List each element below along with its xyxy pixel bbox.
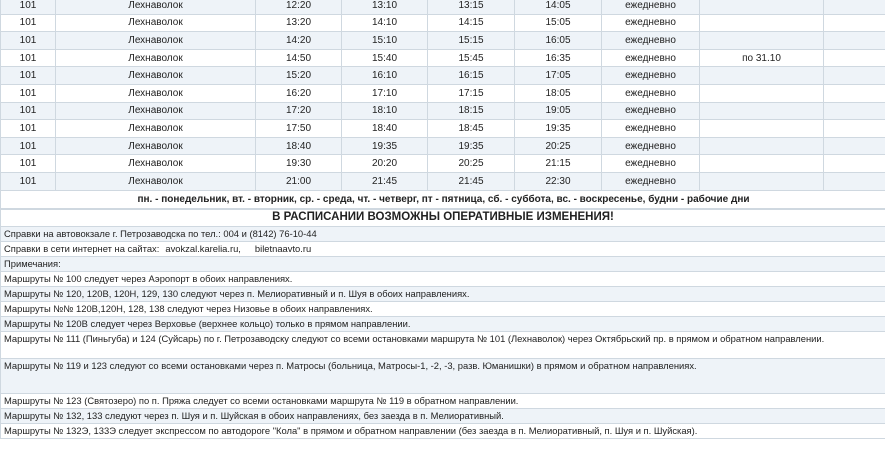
warning-row — [1, 209, 885, 226]
note-row — [1, 271, 885, 286]
days-of-week: ежедневно — [602, 84, 700, 102]
schedule-row — [1, 0, 885, 14]
arrival-time-1: 17:10 — [342, 84, 428, 102]
route-number: 101 — [1, 102, 56, 120]
arrival-time-2: 20:25 — [515, 137, 602, 155]
phone-row — [1, 226, 885, 241]
note-item: Маршруты №№ 120В,120Н, 128, 138 следуют через Низовье в обоих направлениях. — [1, 301, 885, 316]
days-of-week: ежедневно — [602, 102, 700, 120]
note-item: Маршруты № 132Э, 133Э следует экспрессом по автодороге "Кола" в прямом и обратном направлении (без заезда в п. Мелиоративный, п. Шуя и п. Шуйская). — [1, 423, 885, 438]
departure-time-2: 13:15 — [428, 0, 515, 14]
departure-time-2: 21:45 — [428, 172, 515, 190]
note-item: Маршруты № 120, 120В, 120Н, 129, 130 следуют через п. Мелиоративный и п. Шуя в обоих направлениях. — [1, 286, 885, 301]
blank-cell — [824, 49, 885, 67]
destination: Лехнаволок — [56, 32, 256, 50]
blank-cell — [824, 84, 885, 102]
departure-time: 18:40 — [256, 137, 342, 155]
validity-note — [700, 84, 824, 102]
sites-row — [1, 241, 885, 256]
days-of-week: ежедневно — [602, 155, 700, 173]
departure-time: 21:00 — [256, 172, 342, 190]
arrival-time-2: 14:05 — [515, 0, 602, 14]
note-row — [1, 393, 885, 408]
days-of-week: ежедневно — [602, 14, 700, 32]
route-number: 101 — [1, 137, 56, 155]
remarks-title-row — [1, 256, 885, 271]
destination: Лехнаволок — [56, 120, 256, 138]
departure-time: 12:20 — [256, 0, 342, 14]
schedule-row — [1, 120, 885, 138]
schedule-row — [1, 32, 885, 50]
departure-time: 14:20 — [256, 32, 342, 50]
destination: Лехнаволок — [56, 137, 256, 155]
arrival-time-1: 18:10 — [342, 102, 428, 120]
validity-note — [700, 172, 824, 190]
departure-time-2: 15:45 — [428, 49, 515, 67]
schedule-row — [1, 102, 885, 120]
arrival-time-1: 18:40 — [342, 120, 428, 138]
departure-time-2: 19:35 — [428, 137, 515, 155]
schedule-warning: В РАСПИСАНИИ ВОЗМОЖНЫ ОПЕРАТИВНЫЕ ИЗМЕНЕНИЯ! — [1, 209, 885, 226]
blank-cell — [824, 137, 885, 155]
departure-time: 14:50 — [256, 49, 342, 67]
note-row — [1, 408, 885, 423]
validity-note — [700, 102, 824, 120]
days-of-week: ежедневно — [602, 137, 700, 155]
validity-note — [700, 120, 824, 138]
arrival-time-1: 13:10 — [342, 0, 428, 14]
route-number: 101 — [1, 0, 56, 14]
departure-time-2: 18:15 — [428, 102, 515, 120]
note-item: Маршруты № 100 следует через Аэропорт в обоих направлениях. — [1, 271, 885, 286]
departure-time: 16:20 — [256, 84, 342, 102]
schedule-row — [1, 155, 885, 173]
schedule-row — [1, 172, 885, 190]
note-item: Маршруты № 119 и 123 следуют со всеми остановками через п. Матросы (больница, Матросы-1, -2, -3, разв. Юманишки) в прямом и обратном направлениях. — [1, 358, 885, 393]
site-link-biletnaavto[interactable]: biletnaavto.ru — [254, 242, 312, 254]
days-of-week: ежедневно — [602, 120, 700, 138]
arrival-time-1: 20:20 — [342, 155, 428, 173]
remarks-title: Примечания: — [1, 256, 885, 271]
days-of-week: ежедневно — [602, 0, 700, 14]
blank-cell — [824, 32, 885, 50]
departure-time-2: 16:15 — [428, 67, 515, 85]
phone-info: Справки на автовокзале г. Петрозаводска по тел.: 004 и (8142) 76-10-44 — [1, 226, 885, 241]
schedule-table — [0, 0, 885, 209]
route-number: 101 — [1, 67, 56, 85]
destination: Лехнаволок — [56, 67, 256, 85]
arrival-time-2: 21:15 — [515, 155, 602, 173]
validity-note — [700, 67, 824, 85]
arrival-time-1: 15:40 — [342, 49, 428, 67]
destination: Лехнаволок — [56, 84, 256, 102]
blank-cell — [824, 120, 885, 138]
arrival-time-2: 16:35 — [515, 49, 602, 67]
note-row — [1, 331, 885, 358]
days-of-week: ежедневно — [602, 49, 700, 67]
days-of-week: ежедневно — [602, 172, 700, 190]
blank-cell — [824, 155, 885, 173]
route-number: 101 — [1, 84, 56, 102]
arrival-time-1: 19:35 — [342, 137, 428, 155]
schedule-row — [1, 14, 885, 32]
notes-table — [0, 209, 885, 439]
arrival-time-1: 21:45 — [342, 172, 428, 190]
note-item: Маршруты № 111 (Пиньгуба) и 124 (Суйсарь) по г. Петрозаводску следуют со всеми остановками маршрута № 101 (Лехнаволок) через Октябрьский пр. в прямом и обратном направлении. — [1, 331, 885, 358]
departure-time: 19:30 — [256, 155, 342, 173]
blank-cell — [824, 102, 885, 120]
note-item: Маршруты № 132, 133 следуют через п. Шуя и п. Шуйская в обоих направлениях, без заезда в п. Мелиоративный. — [1, 408, 885, 423]
validity-note: по 31.10 — [700, 49, 824, 67]
destination: Лехнаволок — [56, 49, 256, 67]
blank-cell — [824, 172, 885, 190]
days-of-week: ежедневно — [602, 67, 700, 85]
arrival-time-2: 19:05 — [515, 102, 602, 120]
blank-cell — [824, 0, 885, 14]
route-number: 101 — [1, 14, 56, 32]
arrival-time-2: 22:30 — [515, 172, 602, 190]
departure-time: 17:20 — [256, 102, 342, 120]
note-row — [1, 423, 885, 438]
validity-note — [700, 32, 824, 50]
validity-note — [700, 137, 824, 155]
route-number: 101 — [1, 49, 56, 67]
note-item: Маршруты № 120В следует через Верховье (верхнее кольцо) только в прямом направлении. — [1, 316, 885, 331]
route-number: 101 — [1, 172, 56, 190]
arrival-time-1: 14:10 — [342, 14, 428, 32]
validity-note — [700, 14, 824, 32]
arrival-time-2: 17:05 — [515, 67, 602, 85]
departure-time-2: 20:25 — [428, 155, 515, 173]
departure-time-2: 17:15 — [428, 84, 515, 102]
days-legend: пн. - понедельник, вт. - вторник, ср. - среда, чт. - четверг, пт - пятница, сб. - суббота, вс. - воскресенье, будни - рабочие дни — [1, 190, 885, 208]
schedule-row — [1, 67, 885, 85]
blank-cell — [824, 14, 885, 32]
site-link-avokzal[interactable]: avokzal.karelia.ru, — [165, 242, 241, 254]
validity-note — [700, 155, 824, 173]
days-of-week: ежедневно — [602, 32, 700, 50]
destination: Лехнаволок — [56, 172, 256, 190]
departure-time-2: 15:15 — [428, 32, 515, 50]
validity-note — [700, 0, 824, 14]
departure-time: 15:20 — [256, 67, 342, 85]
departure-time-2: 18:45 — [428, 120, 515, 138]
arrival-time-2: 15:05 — [515, 14, 602, 32]
route-number: 101 — [1, 155, 56, 173]
schedule-row — [1, 137, 885, 155]
destination: Лехнаволок — [56, 155, 256, 173]
note-row — [1, 358, 885, 393]
arrival-time-1: 16:10 — [342, 67, 428, 85]
arrival-time-2: 19:35 — [515, 120, 602, 138]
arrival-time-2: 16:05 — [515, 32, 602, 50]
route-number: 101 — [1, 32, 56, 50]
departure-time: 13:20 — [256, 14, 342, 32]
route-number: 101 — [1, 120, 56, 138]
blank-cell — [824, 67, 885, 85]
note-item: Маршруты № 123 (Святозеро) по п. Пряжа следует со всеми остановками маршрута № 119 в обратном направлении. — [1, 393, 885, 408]
destination: Лехнаволок — [56, 14, 256, 32]
sites-label: Справки в сети интернет на сайтах: — [4, 242, 160, 254]
departure-time-2: 14:15 — [428, 14, 515, 32]
destination: Лехнаволок — [56, 0, 256, 14]
note-row — [1, 286, 885, 301]
legend-row — [1, 190, 885, 208]
schedule-row — [1, 49, 885, 67]
note-row — [1, 316, 885, 331]
schedule-row — [1, 84, 885, 102]
arrival-time-2: 18:05 — [515, 84, 602, 102]
departure-time: 17:50 — [256, 120, 342, 138]
destination: Лехнаволок — [56, 102, 256, 120]
arrival-time-1: 15:10 — [342, 32, 428, 50]
note-row — [1, 301, 885, 316]
